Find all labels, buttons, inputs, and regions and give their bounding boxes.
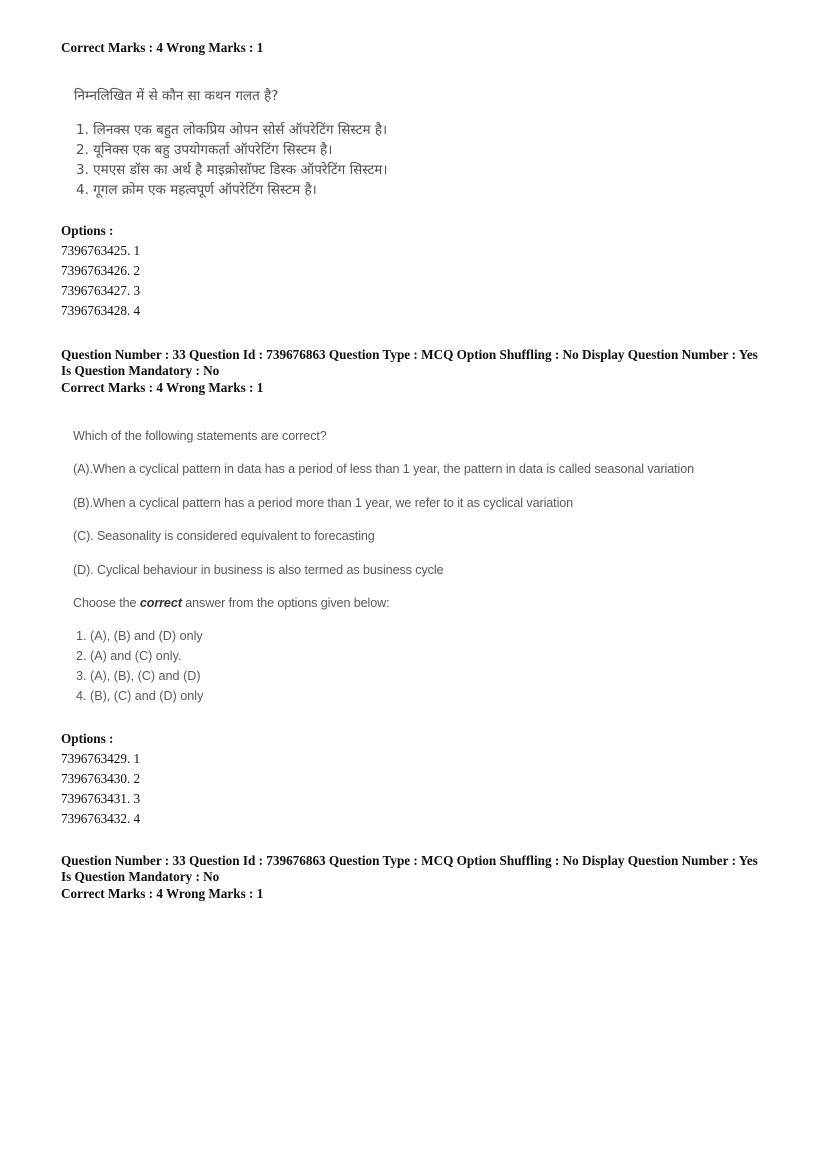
option-item: 7396763429. 1: [61, 751, 141, 766]
option-item: 7396763432. 4: [61, 811, 141, 826]
question-mandatory-line: Is Question Mandatory : No: [61, 869, 220, 884]
question-header-line: Question Number : 33 Question Id : 739676863 Question Type : MCQ Option Shuffling : No Display Question Number : Yes: [61, 853, 758, 868]
statement-item: 1. लिनक्स एक बहुत लोकप्रिय ओपन सोर्स ऑपरेटिंग सिस्टम है।: [76, 122, 388, 138]
statement-item: 3. एमएस डॉस का अर्थ है माइक्रोसॉफ्ट डिस्क ऑपरेटिंग सिस्टम।: [76, 162, 388, 178]
marks-line: Correct Marks : 4 Wrong Marks : 1: [61, 40, 264, 55]
answer-item: 3. (A), (B), (C) and (D): [76, 669, 201, 683]
options-label: Options :: [61, 223, 114, 238]
statement-item: (D). Cyclical behaviour in business is also termed as business cycle: [73, 563, 444, 577]
statement-item: (A).When a cyclical pattern in data has a period of less than 1 year, the pattern in data is called seasonal variation: [73, 462, 695, 476]
answer-item: 4. (B), (C) and (D) only: [76, 689, 204, 703]
marks-line: Correct Marks : 4 Wrong Marks : 1: [61, 380, 264, 395]
choose-prefix: Choose the: [73, 596, 140, 610]
statement-item: (C). Seasonality is considered equivalent to forecasting: [73, 529, 375, 543]
choose-emphasis: correct: [139, 596, 182, 610]
statement-item: 2. यूनिक्स एक बहु उपयोगकर्ता ऑपरेटिंग सिस्टम है।: [76, 142, 333, 158]
option-item: 7396763428. 4: [61, 303, 141, 318]
question-mandatory-line: Is Question Mandatory : No: [61, 363, 220, 378]
option-item: 7396763427. 3: [61, 283, 141, 298]
choose-suffix: answer from the options given below:: [181, 596, 390, 610]
option-item: 7396763431. 3: [61, 791, 141, 806]
answer-item: 2. (A) and (C) only.: [76, 649, 182, 663]
question-stem: Which of the following statements are correct?: [73, 429, 327, 443]
options-label: Options :: [61, 731, 114, 746]
marks-line: Correct Marks : 4 Wrong Marks : 1: [61, 886, 264, 901]
answer-item: 1. (A), (B) and (D) only: [76, 629, 203, 643]
statement-item: 4. गूगल क्रोम एक महत्वपूर्ण ऑपरेटिंग सिस्टम है।: [76, 182, 317, 198]
question-header-line: Question Number : 33 Question Id : 739676863 Question Type : MCQ Option Shuffling : No Display Question Number : Yes: [61, 347, 758, 362]
option-item: 7396763425. 1: [61, 243, 141, 258]
option-item: 7396763430. 2: [61, 771, 141, 786]
choose-instruction: [73, 596, 390, 610]
question-stem: निम्नलिखित में से कौन सा कथन गलत है?: [74, 88, 279, 104]
option-item: 7396763426. 2: [61, 263, 141, 278]
statement-item: (B).When a cyclical pattern has a period more than 1 year, we refer to it as cyclical variation: [73, 496, 574, 510]
